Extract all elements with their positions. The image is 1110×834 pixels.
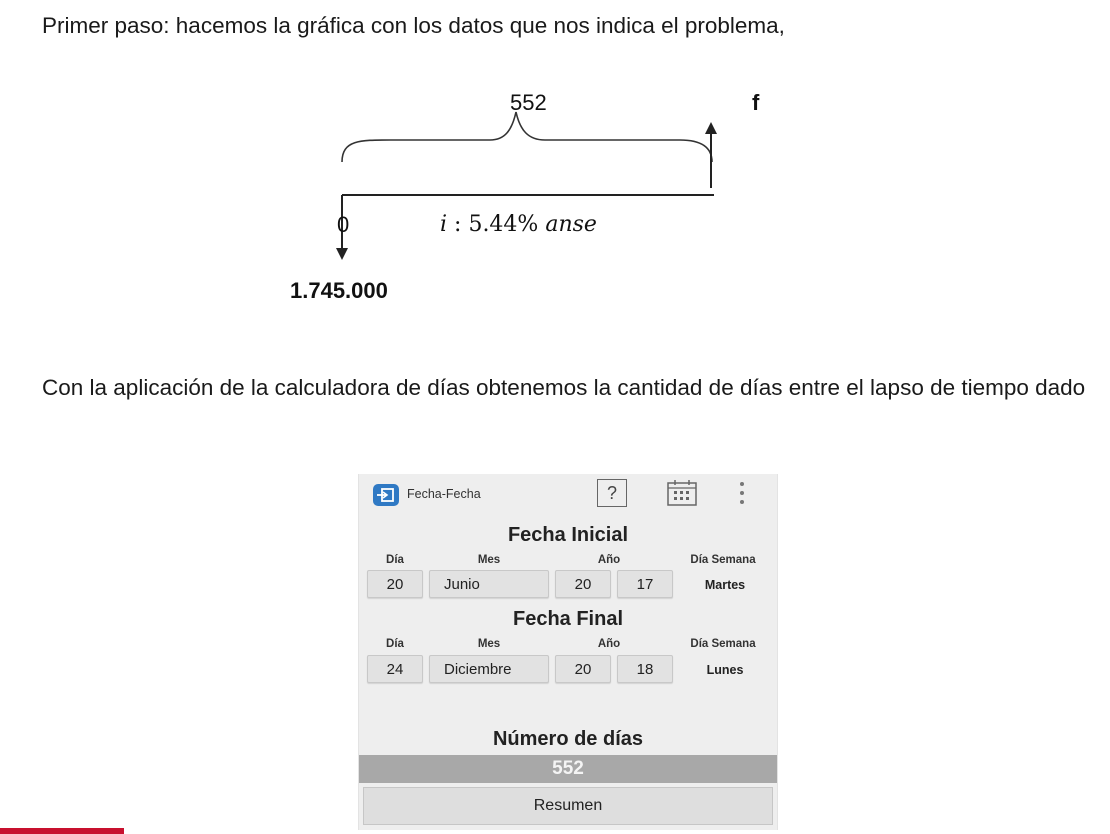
calculator-paragraph: Con la aplicación de la calculadora de días obtenemos la cantidad de días entre el lapso de tiempo dado: [42, 375, 1086, 400]
app-logo-icon[interactable]: [373, 484, 399, 506]
final-month-header: Mes: [477, 638, 501, 650]
more-options-icon[interactable]: [735, 482, 749, 509]
rate-suffix: anse: [545, 212, 597, 237]
initial-year-header: Año: [597, 554, 621, 566]
footer-accent-bar: [0, 828, 124, 834]
final-day-header: Día: [386, 638, 404, 650]
present-value-label: 1.745.000: [290, 278, 388, 303]
final-year-field[interactable]: 18: [617, 655, 673, 683]
days-count-value: 552: [359, 755, 777, 783]
initial-day-header: Día: [386, 554, 404, 566]
final-weekday-header: Día Semana: [690, 638, 756, 650]
calendar-icon[interactable]: [665, 479, 699, 514]
future-value-label: f: [752, 90, 760, 115]
final-month-field[interactable]: Diciembre: [429, 655, 549, 683]
cash-flow-lines: [0, 0, 1110, 330]
initial-century-field[interactable]: 20: [555, 570, 611, 598]
final-weekday-value: Lunes: [706, 663, 744, 677]
final-date-heading: Fecha Final: [512, 608, 624, 630]
initial-day-field[interactable]: 20: [367, 570, 423, 598]
days-count-heading: Número de días: [492, 728, 644, 750]
future-arrow-head: [705, 122, 717, 134]
app-toolbar: [359, 474, 777, 516]
date-calculator-app: [358, 474, 778, 830]
initial-year-field[interactable]: 17: [617, 570, 673, 598]
start-label: 0: [337, 212, 350, 237]
final-century-field[interactable]: 20: [555, 655, 611, 683]
initial-month-header: Mes: [477, 554, 501, 566]
summary-button[interactable]: Resumen: [363, 787, 773, 825]
initial-month-field[interactable]: Junio: [429, 570, 549, 598]
final-day-field[interactable]: 24: [367, 655, 423, 683]
rate-value: : 5.44%: [447, 212, 546, 237]
cash-flow-diagram: [0, 0, 1110, 330]
present-arrow-head: [336, 248, 348, 260]
rate-prefix: i: [440, 212, 448, 237]
period-brace: [342, 112, 712, 162]
initial-weekday-header: Día Semana: [690, 554, 756, 566]
help-icon[interactable]: ?: [597, 479, 627, 507]
initial-date-heading: Fecha Inicial: [507, 524, 629, 546]
intro-paragraph: Primer paso: hacemos la gráfica con los datos que nos indica el problema,: [42, 13, 785, 38]
final-year-header: Año: [597, 638, 621, 650]
app-title: Fecha-Fecha: [407, 487, 481, 501]
initial-weekday-value: Martes: [704, 578, 746, 592]
rate-label: [440, 212, 597, 237]
period-label: 552: [510, 90, 547, 115]
